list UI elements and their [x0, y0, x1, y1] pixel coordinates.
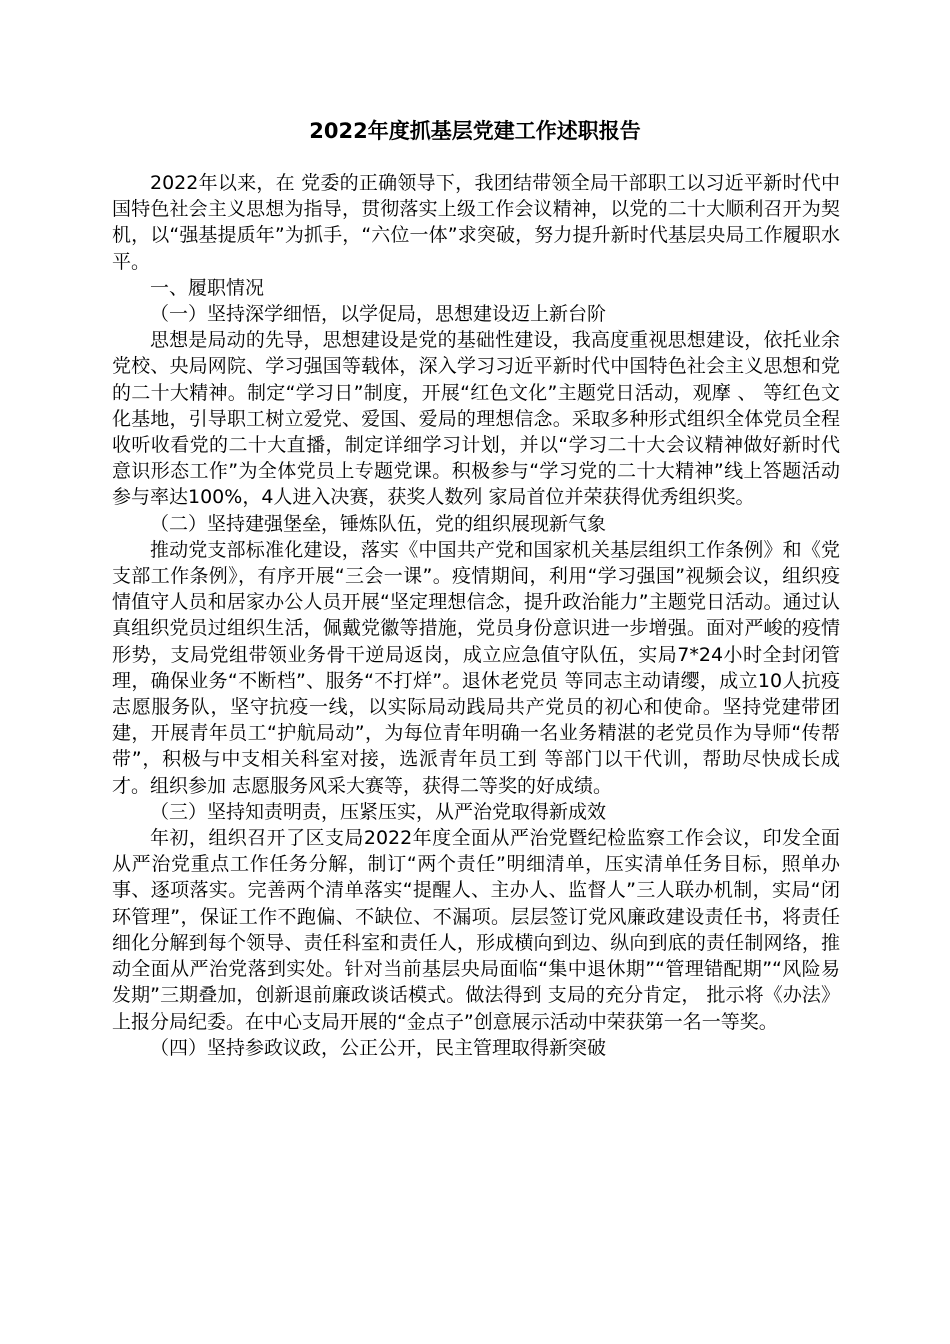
document-body: [112, 170, 840, 1061]
paragraph-organization: 推动党支部标准化建设，落实《中国共产党和国家机关基层组织工作条例》和《党支部工作条例》，有序开展“三会一课”。疫情期间，利用“学习强国”视频会议，组织疫情值守人员和居家办公人员开展“坚定理想信念，提升政治能力”主题党日活动。通过认真组织党员过组织生活，佩戴党徽等措施，党员身份意识进一步增强。面对严峻的疫情形势，支局党组带领业务骨干逆局返岗，成立应急值守队伍，实局7*24小时全封闭管理，确保业务“不断档”、服务“不打烊”。退休老党员 等同志主动请缨，成立10人抗疫志愿服务队，坚守抗疫一线，以实际局动践局共产党员的初心和使命。坚持党建带团建，开展青年员工“护航局动”，为每位青年明确一名业务精湛的老党员作为导师“传帮带”，积极与中支相关科室对接，选派青年员工到 等部门以干代训，帮助尽快成长成才。组织参加 志愿服务风采大赛等，获得二等奖的好成绩。: [112, 538, 840, 797]
subsection-heading-4: （四）坚持参政议政，公正公开，民主管理取得新突破: [150, 1036, 607, 1059]
subsection-heading-1: （一）坚持深学细悟，以学促局，思想建设迈上新台阶: [150, 303, 607, 326]
subsection-heading-2: （二）坚持建强堡垒，锤炼队伍，党的组织展现新气象: [150, 512, 607, 535]
paragraph-ideology: 思想是局动的先导，思想建设是党的基础性建设，我高度重视思想建设，依托业余党校、央局网院、学习强国等载体，深入学习习近平新时代中国特色社会主义思想和党的二十大精神。制定“学习日”制度，开展“红色文化”主题党日活动，观摩 、 等红色文化基地，引导职工树立爱党、爱国、爱局的理想信念。采取多种形式组织全体党员全程收听收看党的二十大直播，制定详细学习计划，并以“学习二十大会议精神做好新时代意识形态工作”为全体党员上专题党课。积极参与“学习党的二十大精神”线上答题活动参与率达100%，4人进入决赛，获奖人数列 家局首位并荣获得优秀组织奖。: [112, 329, 840, 509]
subsection-heading-3: （三）坚持知责明责，压紧压实，从严治党取得新成效: [150, 800, 607, 823]
section-heading-duties: 一、履职情况: [150, 276, 265, 299]
paragraph-discipline: 年初，组织召开了区支局2022年度全面从严治党暨纪检监察工作会议，印发全面从严治党重点工作任务分解，制订“两个责任”明细清单，压实清单任务目标，照单办事、逐项落实。完善两个清单落实“提醒人、主办人、监督人”三人联办机制，实局“闭环管理”，保证工作不跑偏、不缺位、不漏项。层层签订党风廉政建设责任书，将责任细化分解到每个领导、责任科室和责任人，形成横向到边、纵向到底的责任制网络，推动全面从严治党落到实处。针对当前基层央局面临“集中退休期”“管理错配期”“风险易发期”三期叠加，创新退前廉政谈话模式。做法得到 支局的充分肯定， 批示将《办法》上报分局纪委。在中心支局开展的“金点子”创意展示活动中荣获第一名一等奖。: [112, 827, 840, 1033]
document-title: 2022年度抓基层党建工作述职报告: [309, 119, 641, 143]
paragraph-intro: 2022年以来，在 党委的正确领导下，我团结带领全局干部职工以习近平新时代中国特色社会主义思想为指导，贯彻落实上级工作会议精神，以党的二十大顺利召开为契机，以“强基提质年”为抓手，“六位一体”求突破，努力提升新时代基层央局工作履职水平。: [112, 172, 840, 273]
